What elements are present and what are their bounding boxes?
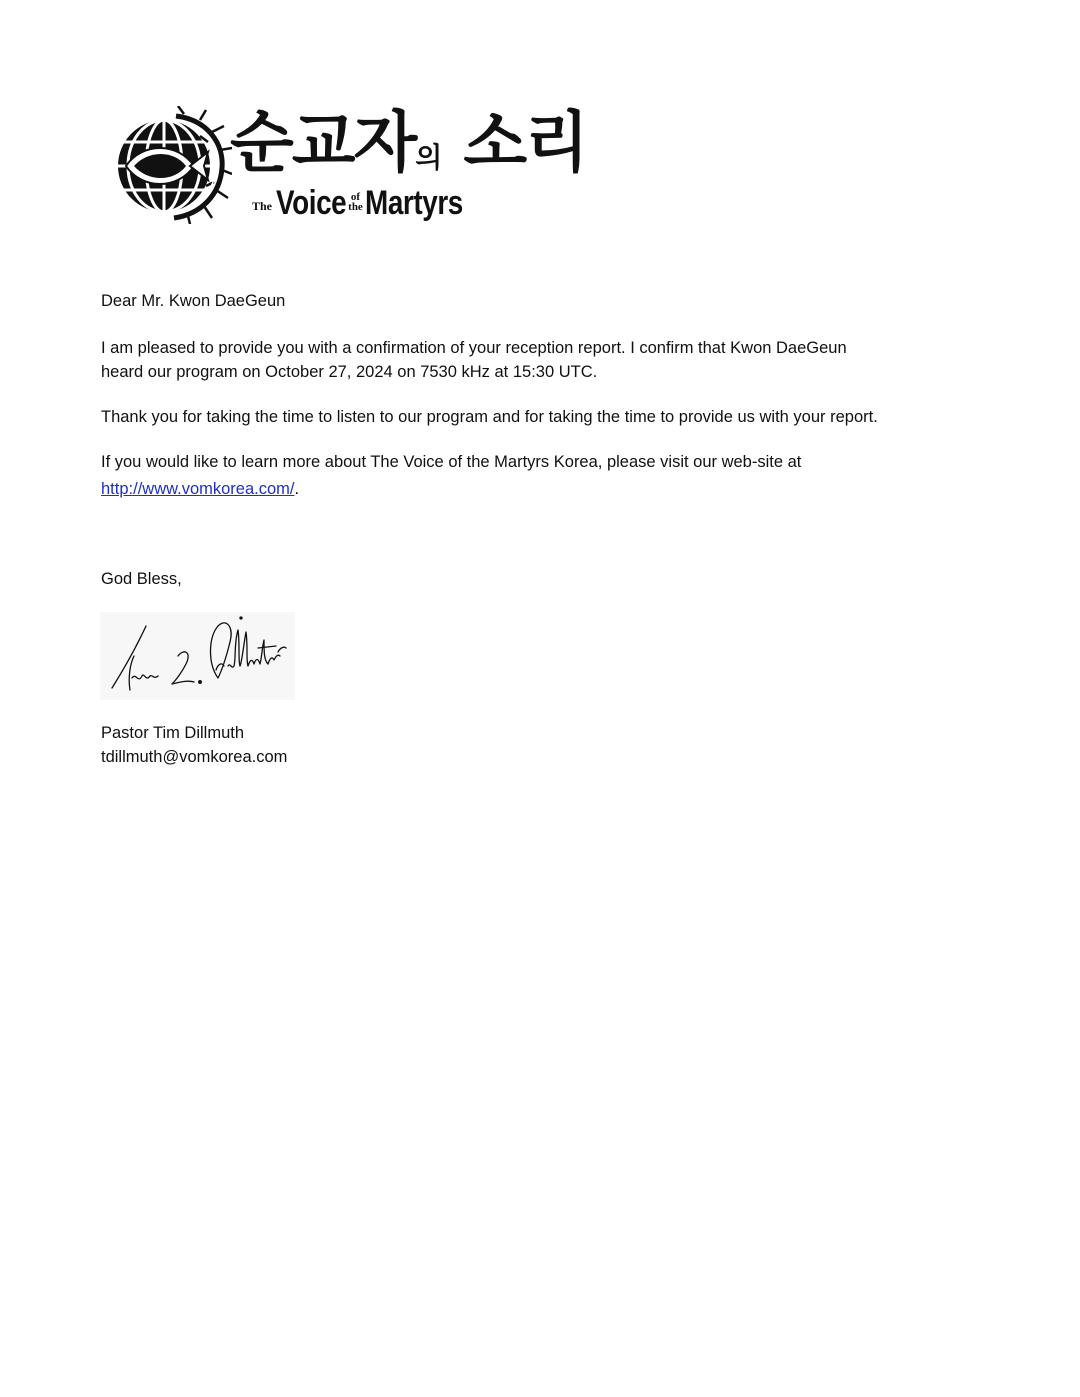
logo-korean-text: 순교자의 소리 (230, 104, 587, 181)
vom-logo (112, 104, 587, 226)
paragraph-confirmation-line-1: I am pleased to provide you with a confirmation of your reception report. I confirm that Kwon DaeGeun (101, 339, 847, 357)
closing: God Bless, (101, 570, 182, 588)
signer-name: Pastor Tim Dillmuth (101, 724, 245, 742)
paragraph-website-line-1: If you would like to learn more about The Voice of the Martyrs Korea, please visit our web-site at (101, 453, 802, 471)
handwritten-signature (100, 612, 295, 700)
salutation: Dear Mr. Kwon DaeGeun (101, 292, 286, 310)
paragraph-website-line-2 (101, 477, 299, 501)
logo-english-text: $^{The}$ Voice of theMartyrs (252, 184, 463, 222)
paragraph-confirmation-line-2: heard our program on October 27, 2024 on 7530 kHz at 15:30 UTC. (101, 363, 598, 381)
website-link[interactable]: http://www.vomkorea.com/ (101, 480, 295, 498)
paragraph-thanks: Thank you for taking the time to listen to our program and for taking the time to provide us with your report. (101, 408, 878, 426)
period: . (294, 480, 300, 498)
globe-fish-crown-icon (112, 106, 232, 224)
signer-email: tdillmuth@vomkorea.com (101, 748, 288, 766)
